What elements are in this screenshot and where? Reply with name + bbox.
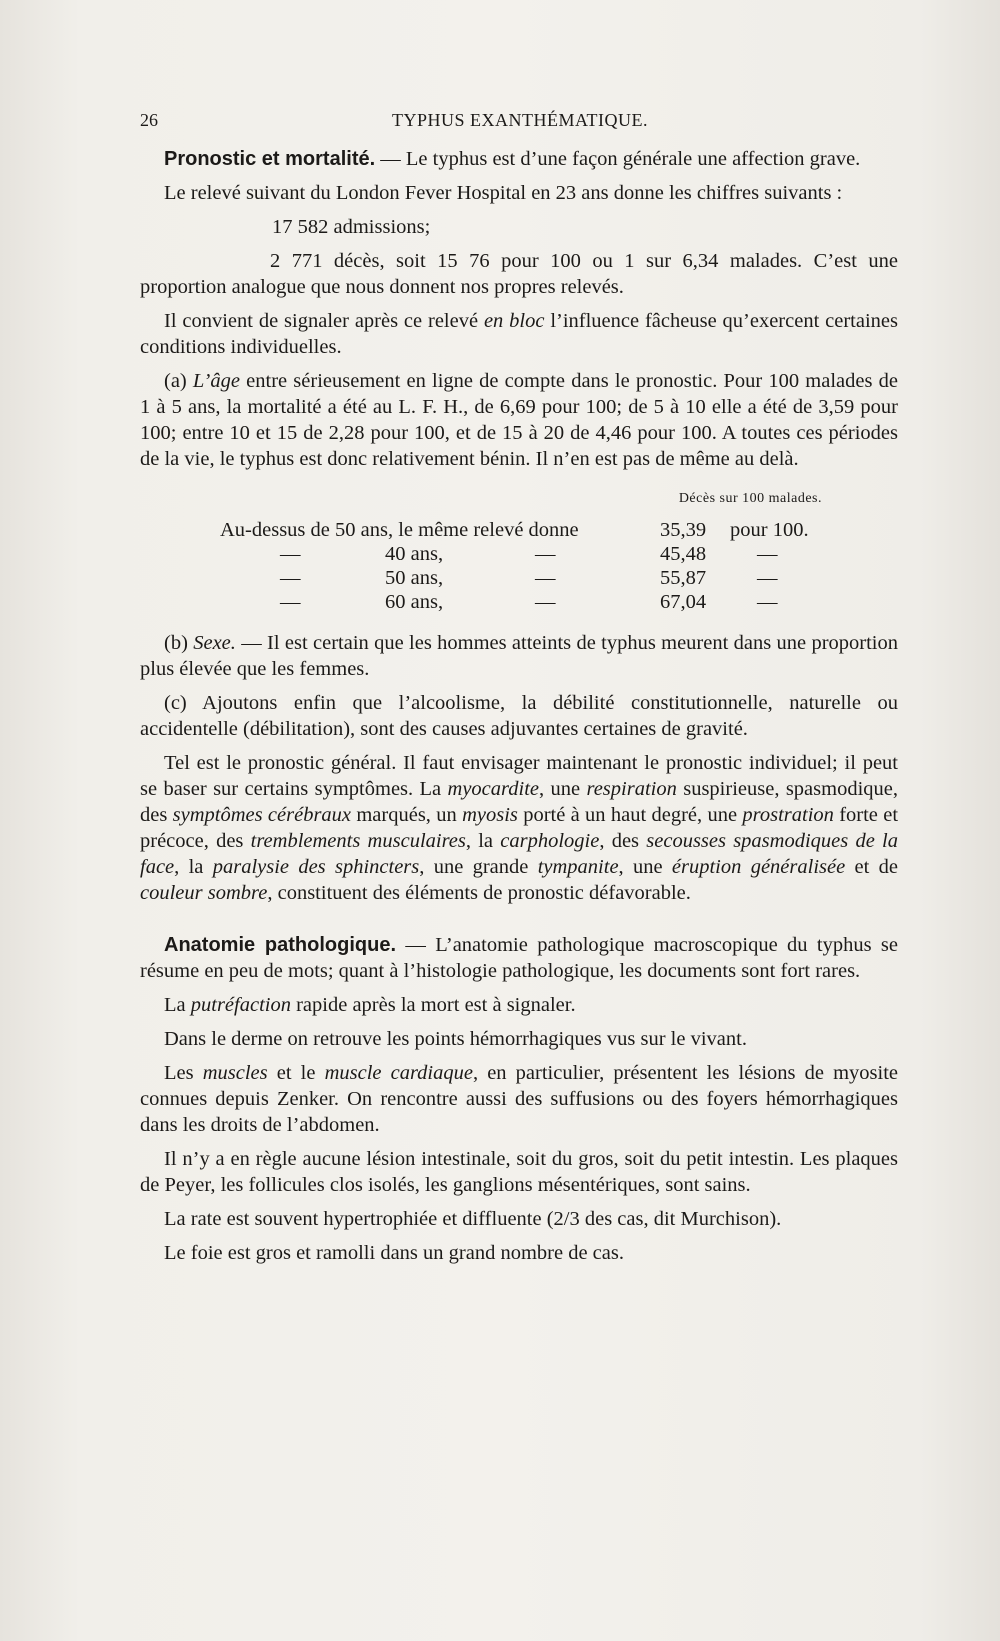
- admissions-line: 17 582 admissions;: [272, 216, 431, 238]
- p3-j: , la: [174, 856, 213, 878]
- p2-end: l’influence fâcheuse qu’exercent certaines conditions individuelles.: [140, 310, 898, 358]
- table-row: [140, 566, 898, 590]
- table-row-lead: —: [280, 567, 301, 589]
- p3-i4: myosis: [462, 804, 518, 826]
- b-text: — Il est certain que les hommes atteints de typhus meurent dans une proportion plus élevée que les femmes.: [140, 632, 898, 680]
- an-p1-a: La: [164, 994, 191, 1016]
- table-row-age: 50 ans,: [385, 567, 444, 589]
- table-row-value: 67,04: [660, 591, 707, 613]
- p3-e: porté à un haut degré, une: [517, 804, 743, 826]
- deces-line-cont: C’est une proportion analogue que nous donnent nos propres relevés.: [140, 250, 898, 298]
- deces-line: [140, 250, 898, 298]
- section-heading-pronostic: Pronostic et mortalité.: [164, 148, 376, 170]
- an-p3-a: Les: [164, 1062, 203, 1084]
- anatomie-lead: — L’anatomie pathologique macroscopique du typhus se résume en peu de mots; quant à l’histologie pathologique, les documents sont fort rares.: [140, 934, 898, 982]
- p3-f: forte et précoce, des: [140, 804, 899, 852]
- table-caption: Décès sur 100 malades.: [678, 491, 822, 506]
- paragraph-conditions: [140, 308, 898, 360]
- p3-i12: couleur sombre: [140, 882, 268, 904]
- paragraph-age: [140, 368, 898, 472]
- table-row-unit: pour 100.: [730, 519, 809, 541]
- p3-c: suspirieuse, spasmodique, des: [140, 778, 898, 826]
- table-row-value: 35,39: [660, 519, 707, 541]
- an-p3-b: et le: [267, 1062, 325, 1084]
- p3-i6: tremblements musculaires: [250, 830, 466, 852]
- p3-k: , une grande: [419, 856, 538, 878]
- mortality-table: [140, 518, 898, 614]
- table-row: [140, 542, 898, 566]
- paragraph-foie: Le foie est gros et ramolli dans un grand nombre de cas.: [164, 1242, 624, 1264]
- a-label: (a): [164, 370, 193, 392]
- paragraph-putrefaction: [140, 992, 898, 1018]
- p3-i9: paralysie des sphincters: [212, 856, 420, 878]
- table-row: [140, 590, 898, 614]
- table-row-lead: —: [280, 591, 301, 613]
- table-row-unit: —: [757, 567, 778, 589]
- p3-h: , des: [599, 830, 647, 852]
- c-text: Ajoutons enfin que l’alcoolisme, la débilité constitutionnelle, naturelle ou accidentelle (débilitation), sont des causes adjuvantes certaines de gravité.: [140, 692, 898, 740]
- table-row-ditto: —: [535, 543, 556, 565]
- anatomie-intro: [140, 932, 898, 984]
- c-label: (c): [164, 692, 203, 714]
- paragraph-muscles: [140, 1060, 898, 1138]
- p3-b: , une: [539, 778, 587, 800]
- paragraph-intestin: Il n’y a en règle aucune lésion intestinale, soit du gros, soit du petit intestin. Les plaques de Peyer, les follicules clos isolés, les ganglions mésentériques, sont sains.: [140, 1148, 898, 1196]
- b-label: (b): [164, 632, 194, 654]
- paragraph-alcoolisme: [140, 690, 898, 742]
- p3-i7: carphologie: [500, 830, 600, 852]
- p3-m: et de: [845, 856, 898, 878]
- page-body: [140, 146, 898, 1274]
- an-p3-i1: muscles: [202, 1062, 268, 1084]
- p3-i8: secousses spasmodiques de la face: [140, 830, 898, 878]
- table-row-age: 60 ans,: [385, 591, 444, 613]
- p3-i5: prostration: [742, 804, 834, 826]
- p3-a: Tel est le pronostic général. Il faut envisager maintenant le pronostic individuel; il peut se baser sur certains symptômes. La: [140, 752, 898, 800]
- p3-l: , une: [618, 856, 672, 878]
- p2-italic: en bloc: [483, 310, 545, 332]
- p3-i10: tympanite: [537, 856, 619, 878]
- p3-i2: respiration: [586, 778, 677, 800]
- p3-d: marqués, un: [351, 804, 463, 826]
- pronostic-lead: — Le typhus est d’une façon générale une affection grave.: [375, 148, 861, 170]
- paragraph-london-fever: Le relevé suivant du London Fever Hospital en 23 ans donne les chiffres suivants :: [164, 182, 843, 204]
- p3-n: , constituent des éléments de pronostic défavorable.: [267, 882, 691, 904]
- table-row-lead: Au-dessus de 50 ans, le même relevé donne: [220, 519, 579, 541]
- table-row-ditto: —: [535, 567, 556, 589]
- running-title: TYPHUS EXANTHÉMATIQUE.: [392, 110, 648, 130]
- table-row: [140, 518, 898, 542]
- paragraph-sexe: [140, 630, 898, 682]
- table-row-lead: —: [280, 543, 301, 565]
- paragraph-pronostic-individuel: [140, 750, 898, 906]
- an-p1-b: rapide après la mort est à signaler.: [290, 994, 576, 1016]
- p2-start: Il convient de signaler après ce relevé: [164, 310, 484, 332]
- section-heading-anatomie: Anatomie pathologique.: [164, 934, 397, 956]
- p3-i3: symptômes cérébraux: [172, 804, 352, 826]
- table-row-value: 45,48: [660, 543, 707, 565]
- table-row-value: 55,87: [660, 567, 707, 589]
- page-number: 26: [140, 110, 158, 130]
- deces-line-text: 2 771 décès, soit 15 76 pour 100 ou 1 sur 6,34 malades.: [270, 250, 803, 272]
- an-p3-c: , en particulier, présentent les lésions de myosite connues depuis Zenker. On rencontre aussi des suffusions ou des foyers hémorrhagiques dans les droits de l’abdomen.: [140, 1062, 898, 1136]
- table-row-ditto: —: [535, 591, 556, 613]
- pronostic-intro: [140, 146, 898, 172]
- paragraph-rate: La rate est souvent hypertrophiée et diffluente (2/3 des cas, dit Murchison).: [164, 1208, 782, 1230]
- p3-i1: myocardite: [447, 778, 539, 800]
- page-header: [140, 110, 900, 138]
- a-italic: L’âge: [192, 370, 240, 392]
- p3-g: , la: [465, 830, 501, 852]
- table-row-age: 40 ans,: [385, 543, 444, 565]
- paragraph-derme: Dans le derme on retrouve les points hémorrhagiques vus sur le vivant.: [164, 1028, 747, 1050]
- table-row-unit: —: [757, 543, 778, 565]
- an-p1-i: putréfaction: [190, 994, 291, 1016]
- a-text: entre sérieusement en ligne de compte dans le pronostic. Pour 100 malades de 1 à 5 ans, la mortalité a été au L. F. H., de 6,69 pour 100; de 5 à 10 elle a été de 3,59 pour 100; entre 10 et 15 de 2,28 pour 100, et de 15 à 20 de 4,46 pour 100. A toutes ces périodes de la vie, le typhus est donc relativement bénin. Il n’en est pas de même au delà.: [140, 370, 898, 470]
- p3-i11: éruption généralisée: [671, 856, 846, 878]
- an-p3-i2: muscle cardiaque: [324, 1062, 473, 1084]
- b-italic: Sexe.: [193, 632, 236, 654]
- table-row-unit: —: [757, 591, 778, 613]
